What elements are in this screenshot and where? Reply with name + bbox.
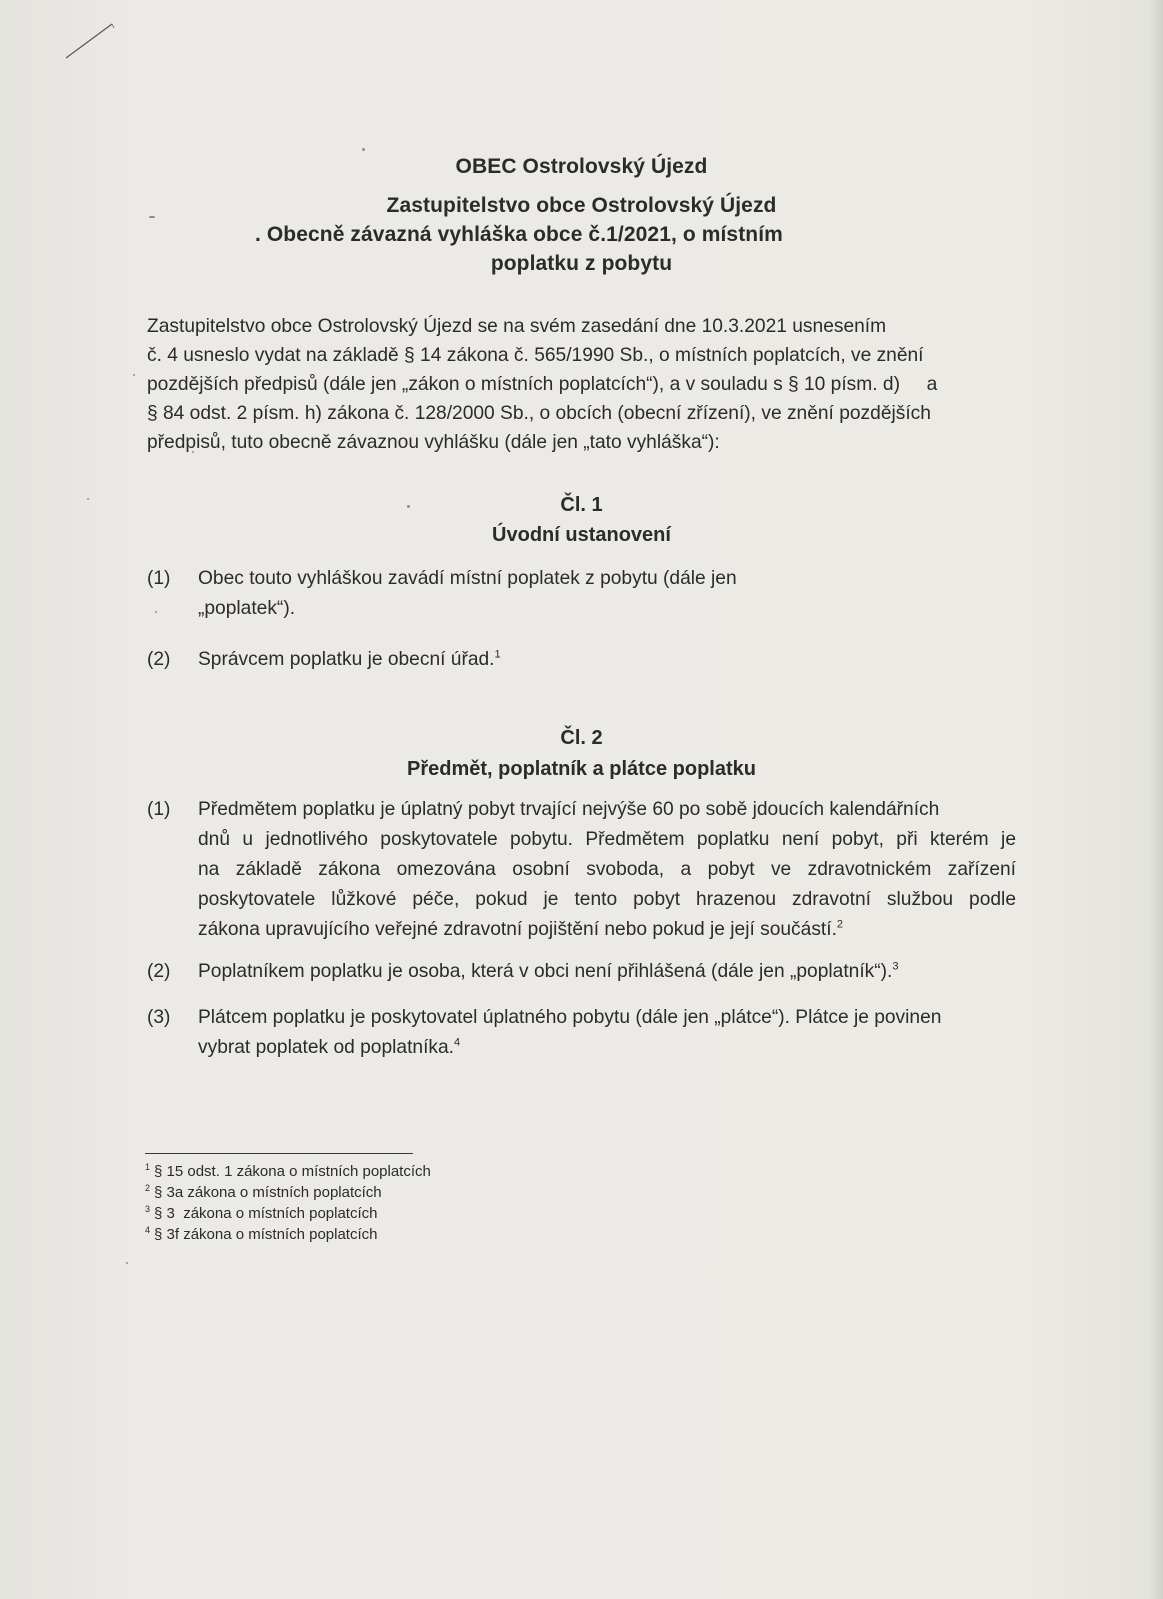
- municipality-heading: OBEC Ostrolovský Újezd: [455, 155, 708, 178]
- council-heading: Zastupitelstvo obce Ostrolovský Újezd: [386, 194, 777, 217]
- paragraph-number: (1): [147, 799, 171, 820]
- footnote-text: § 3f zákona o místních poplatcích: [154, 1226, 378, 1243]
- footnote-separator: [145, 1153, 413, 1154]
- footnote: [145, 1224, 431, 1245]
- paragraph-line-text: zákona upravujícího veřejné zdravotní pojištění nebo pokud je její součástí.: [198, 919, 837, 940]
- footnote-number: 4: [145, 1225, 151, 1235]
- preamble-line: Zastupitelstvo obce Ostrolovský Újezd se na svém zasedání dne 10.3.2021 usnesením: [147, 316, 887, 337]
- scan-speck: [155, 611, 157, 613]
- footnote-number: 2: [145, 1183, 151, 1193]
- preamble-line: pozdějších předpisů (dále jen „zákon o místních poplatcích“), a v souladu s § 10 písm. d) a: [147, 374, 938, 395]
- footnotes: [145, 1161, 431, 1245]
- footnote-text: § 15 odst. 1 zákona o místních poplatcích: [154, 1163, 431, 1180]
- paragraph-line: [198, 915, 1016, 945]
- paragraph-line: poskytovatele lůžkové péče, pokud je tento pobyt hrazenou zdravotní službou podle: [198, 889, 1016, 910]
- preamble-line: č. 4 usneslo vydat na základě § 14 zákona č. 565/1990 Sb., o místních poplatcích, ve znění: [147, 345, 924, 366]
- footnote: [145, 1161, 431, 1182]
- paragraph-line: Plátcem poplatku je poskytovatel úplatného pobytu (dále jen „plátce“). Plátce je povinen: [198, 1007, 942, 1028]
- footnote-number: 3: [145, 1204, 151, 1214]
- paragraph-line: Obec touto vyhláškou zavádí místní poplatek z pobytu (dále jen: [198, 568, 737, 589]
- paragraph-number: (3): [147, 1007, 171, 1028]
- footnote-reference: 4: [454, 1036, 461, 1049]
- paragraph-number: (2): [147, 649, 171, 670]
- paragraph-text: [198, 795, 1016, 945]
- paragraph-line: dnů u jednotlivého poskytovatele pobytu. Předmětem poplatku není pobyt, při kterém je: [198, 829, 1016, 850]
- preamble-line: § 84 odst. 2 písm. h) zákona č. 128/2000 Sb., o obcích (obecní zřízení), ve znění pozdějších: [147, 403, 931, 424]
- footnote-reference: 3: [892, 960, 899, 973]
- paragraph-number: (1): [147, 568, 171, 589]
- paragraph-line: Předmětem poplatku je úplatný pobyt trvající nejvýše 60 po sobě jdoucích kalendářních: [198, 799, 940, 820]
- article-number: Čl. 2: [560, 727, 603, 749]
- paragraph-text: [198, 957, 1016, 987]
- footnote-text: § 3 zákona o místních poplatcích: [154, 1205, 378, 1222]
- footnote-text: § 3a zákona o místních poplatcích: [154, 1184, 382, 1201]
- scan-speck: [133, 374, 135, 376]
- preamble-paragraph: [147, 312, 1007, 457]
- ordinance-title-line2: poplatku z pobytu: [490, 252, 673, 275]
- paragraph-line: [198, 645, 1016, 675]
- paragraph-text: [198, 1003, 1016, 1063]
- paragraph-text: [198, 645, 1016, 675]
- scan-edge-shadow: [1149, 0, 1163, 1599]
- article-title: Předmět, poplatník a plátce poplatku: [407, 758, 756, 780]
- paragraph-line: „poplatek“).: [198, 598, 296, 619]
- paragraph-line: [198, 957, 1016, 987]
- scan-speck: [362, 148, 365, 151]
- paragraph-line-text: vybrat poplatek od poplatníka.: [198, 1037, 455, 1058]
- pen-stroke-mark: [64, 22, 124, 62]
- paragraph-line: na základě zákona omezována osobní svoboda, a pobyt ve zdravotnickém zařízení: [198, 859, 1016, 880]
- preamble-line: předpisů, tuto obecně závaznou vyhlášku (dále jen „tato vyhláška“):: [147, 432, 720, 453]
- footnote-number: 1: [145, 1162, 151, 1172]
- paragraph-text: [198, 564, 1016, 624]
- footnote: [145, 1182, 431, 1203]
- scan-speck: [126, 1262, 128, 1264]
- paragraph-line-text: Poplatníkem poplatku je osoba, která v obci není přihlášená (dále jen „poplatník“).: [198, 961, 893, 982]
- article-title: Úvodní ustanovení: [492, 524, 671, 546]
- footnote: [145, 1203, 431, 1224]
- article-number: Čl. 1: [560, 494, 603, 516]
- paragraph-line: [198, 1033, 1016, 1063]
- ordinance-title-line1: . Obecně závazná vyhláška obce č.1/2021, o místním: [255, 223, 783, 246]
- paragraph-line-text: Správcem poplatku je obecní úřad.: [198, 649, 495, 670]
- footnote-reference: 2: [836, 918, 844, 931]
- footnote-reference: 1: [494, 648, 501, 661]
- paragraph-number: (2): [147, 961, 171, 982]
